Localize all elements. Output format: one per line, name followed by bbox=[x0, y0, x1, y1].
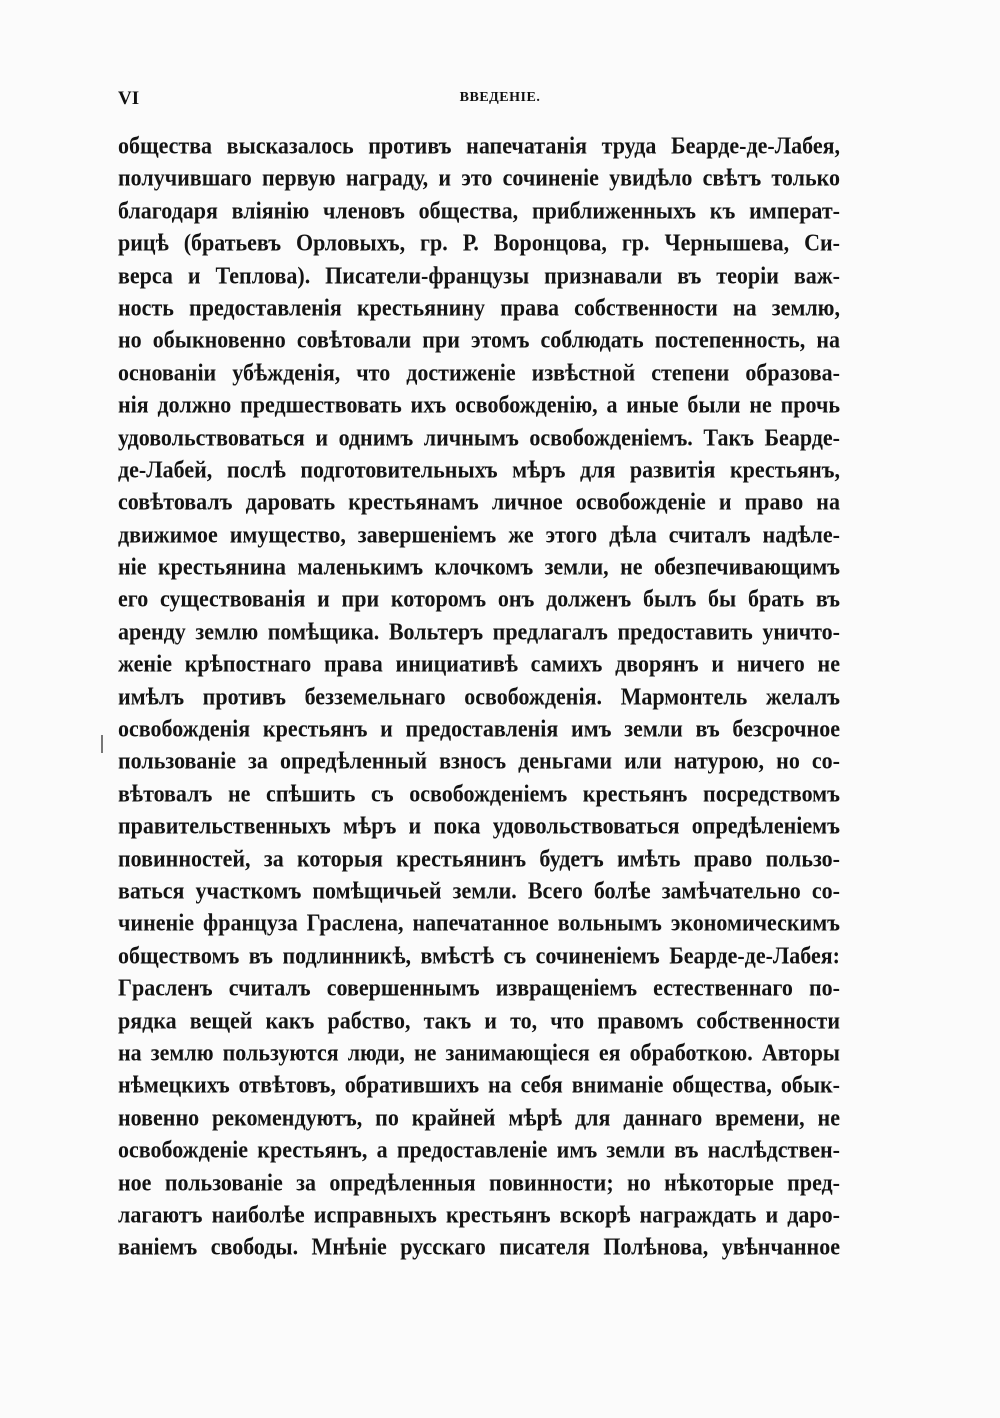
text-line: освобожденія крестьянъ и предоставленія имъ земли въ безсрочное bbox=[118, 714, 840, 742]
page-number: VI bbox=[118, 88, 140, 109]
text-line: но обыкновенно совѣтовали при этомъ соблюдать постепенность, на bbox=[118, 326, 840, 354]
text-line: движимое имущество, завершеніемъ же этого дѣла считалъ надѣле- bbox=[118, 520, 840, 548]
text-line: повинностей, за которыя крестьянинъ будетъ имѣть право пользо- bbox=[118, 844, 840, 872]
text-line: верса и Теплова). Писатели-французы признавали въ теоріи важ- bbox=[118, 261, 840, 289]
text-line: новенно рекомендуютъ, по крайней мѣрѣ для даннаго времени, не bbox=[118, 1103, 840, 1131]
text-line: благодаря вліянію членовъ общества, приближенныхъ къ императ- bbox=[118, 196, 840, 224]
text-line: нія должно предшествовать ихъ освобожденію, а иные были не прочь bbox=[118, 391, 840, 419]
text-line: ніе крестьянина маленькимъ клочкомъ земли, не обезпечивающимъ bbox=[118, 553, 840, 581]
text-line: ваться участкомъ помѣщичьей земли. Всего болѣе замѣчательно со- bbox=[118, 876, 840, 904]
text-line: чиненіе француза Граслена, напечатанное вольнымъ экономическимъ bbox=[118, 909, 840, 937]
text-line: нѣмецкихъ отвѣтовъ, обратившихъ на себя вниманіе общества, обык- bbox=[118, 1071, 840, 1099]
running-title: ВВЕДЕНІЕ. bbox=[459, 90, 541, 105]
text-line: ное пользованіе за опредѣленныя повинности; но нѣкоторые пред- bbox=[118, 1168, 840, 1196]
margin-mark bbox=[101, 735, 103, 753]
text-line: ваніемъ свободы. Мнѣніе русскаго писателя Полѣнова, увѣнчанное bbox=[118, 1233, 840, 1261]
text-line: имѣлъ противъ безземельнаго освобожденія. Мармонтель желалъ bbox=[118, 682, 840, 710]
text-line: удовольствоваться и однимъ личнымъ освобожденіемъ. Такъ Беарде- bbox=[118, 423, 840, 451]
text-line: женіе крѣпостнаго права инициативѣ самихъ дворянъ и ничего не bbox=[118, 650, 840, 678]
text-line: Гpacленъ считалъ совершеннымъ извращеніемъ естественнаго по- bbox=[118, 974, 840, 1002]
text-line: на землю пользуются люди, не занимающіеся ея обработкою. Авторы bbox=[118, 1038, 840, 1066]
text-line: рицѣ (братьевъ Орловыхъ, гр. Р. Воронцова, гр. Чернышева, Си- bbox=[118, 229, 840, 257]
text-line: аренду землю помѣщика. Вольтеръ предлагалъ предоставить уничто- bbox=[118, 617, 840, 645]
text-line: де-Лабей, послѣ подготовительныхъ мѣръ для развитія крестьянъ, bbox=[118, 455, 840, 483]
text-line: рядка вещей какъ рабство, такъ и то, что правомъ собственности bbox=[118, 1006, 840, 1034]
text-line: получившаго первую награду, и это сочиненіе увидѣло свѣтъ только bbox=[118, 164, 840, 192]
text-line: правительственныхъ мѣръ и пока удовольствоваться опредѣленіемъ bbox=[118, 812, 840, 840]
text-line: лагаютъ наиболѣе исправныхъ крестьянъ вскорѣ награждать и даро- bbox=[118, 1200, 840, 1228]
text-line: его существованія и при которомъ онъ долженъ былъ бы брать въ bbox=[118, 585, 840, 613]
body-text bbox=[118, 130, 840, 1264]
text-line: вѣтовалъ не спѣшить съ освобожденіемъ крестьянъ посредствомъ bbox=[118, 779, 840, 807]
text-line: основаніи убѣжденія, что достиженіе извѣстной степени образова- bbox=[118, 358, 840, 386]
text-line: ность предоставленія крестьянину права собственности на землю, bbox=[118, 293, 840, 321]
text-line: общества высказалось противъ напечатанія труда Беарде-де-Лабея, bbox=[118, 131, 840, 159]
text-line: освобожденіе крестьянъ, а предоставленіе имъ земли въ наслѣдствен- bbox=[118, 1136, 840, 1164]
text-line: совѣтовалъ даровать крестьянамъ личное освобожденіе и право на bbox=[118, 488, 840, 516]
text-line: пользованіе за опредѣленный взносъ деньгами или натурою, но со- bbox=[118, 747, 840, 775]
text-line: обществомъ въ подлинникѣ, вмѣстѣ съ сочиненіемъ Беарде-де-Лабея: bbox=[118, 941, 840, 969]
